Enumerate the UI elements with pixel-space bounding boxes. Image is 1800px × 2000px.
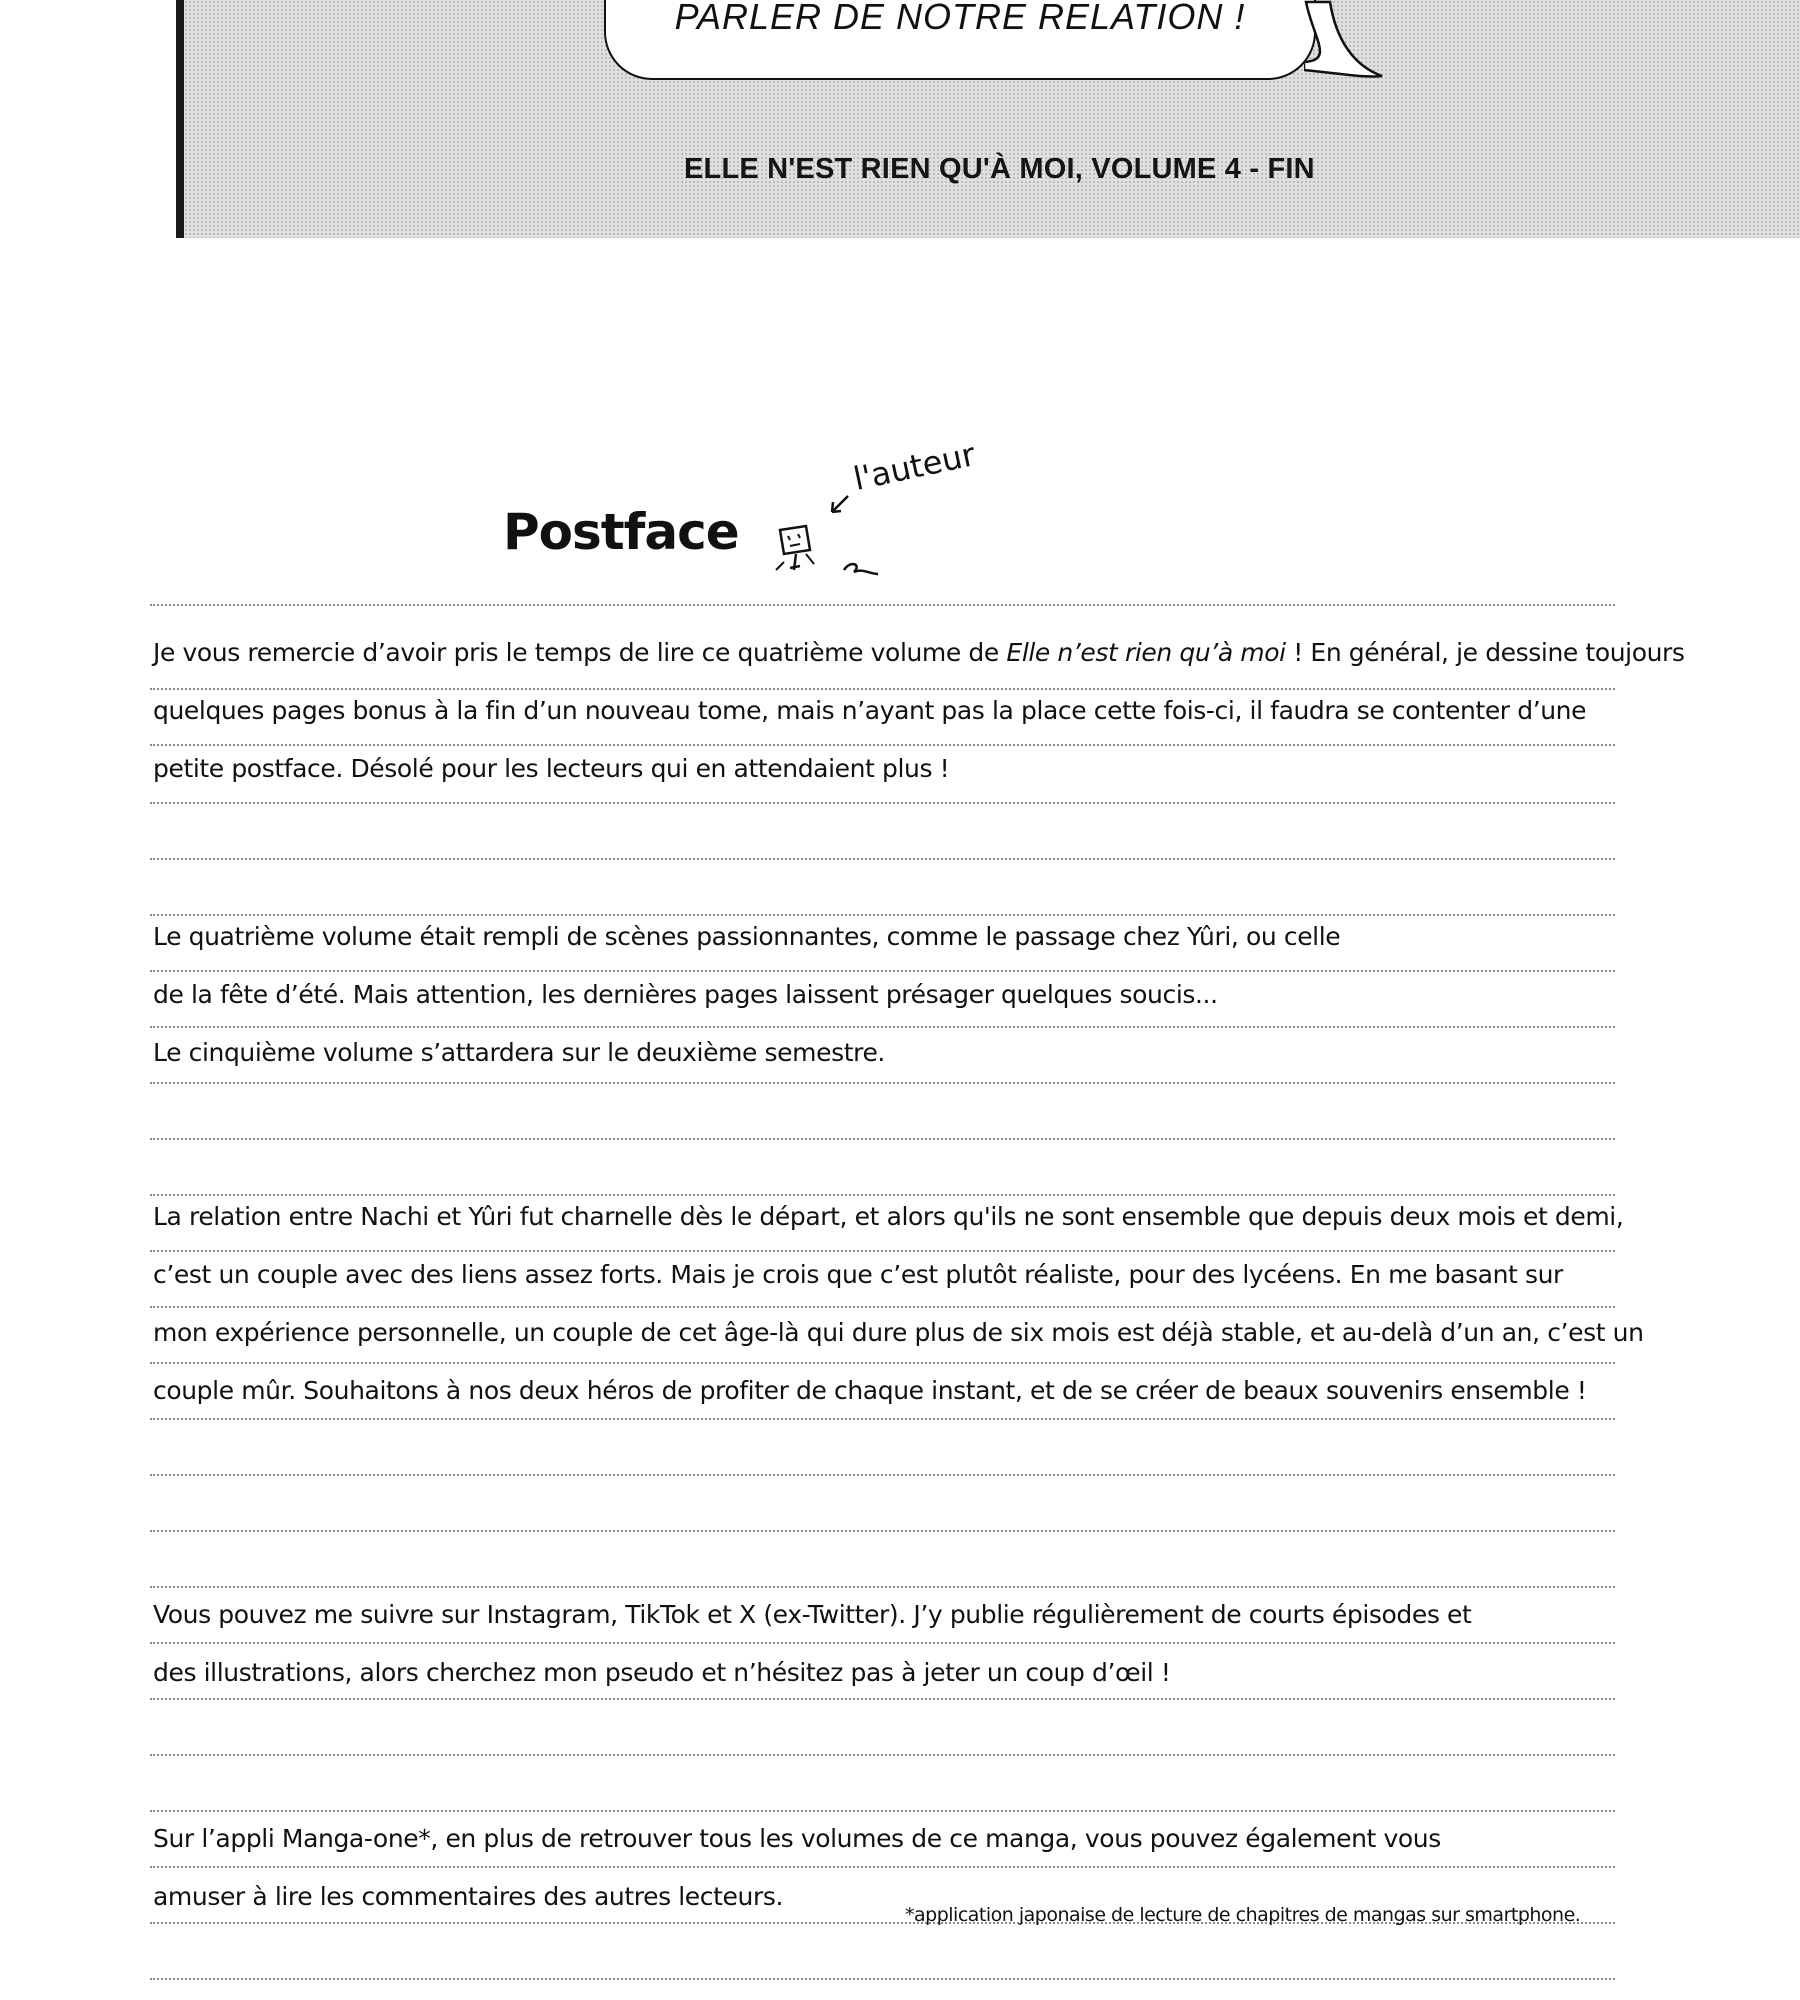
postface-line: La relation entre Nachi et Yûri fut charnelle dès le départ, et alors qu'ils ne sont ensemble que depuis deux mois et demi, xyxy=(153,1202,1624,1231)
postface-line: petite postface. Désolé pour les lecteurs qui en attendaient plus ! xyxy=(153,754,950,783)
ruled-line xyxy=(150,1866,1615,1868)
ruled-line xyxy=(150,1418,1615,1420)
postface-title: Postface xyxy=(503,503,739,561)
ruled-line xyxy=(150,1586,1615,1588)
speech-bubble xyxy=(604,0,1316,80)
manga-panel xyxy=(176,0,1800,238)
postface-line: quelques pages bonus à la fin d’un nouveau tome, mais n’ayant pas la place cette fois-ci, il faudra se contenter d’une xyxy=(153,696,1587,725)
postface-line: couple mûr. Souhaitons à nos deux héros de profiter de chaque instant, et de se créer de beaux souvenirs ensemble ! xyxy=(153,1376,1587,1405)
speech-bubble-text: PARLER DE NOTRE RELATION ! xyxy=(674,0,1246,37)
ruled-line xyxy=(150,1810,1615,1812)
ruled-line xyxy=(150,1306,1615,1308)
ruled-line xyxy=(150,1642,1615,1644)
volume-end-caption: ELLE N'EST RIEN QU'À MOI, VOLUME 4 - FIN xyxy=(684,153,1315,185)
ruled-line xyxy=(150,802,1615,804)
ruled-line xyxy=(150,1138,1615,1140)
ruled-line xyxy=(150,1530,1615,1532)
speech-bubble-tail-icon xyxy=(1304,0,1384,80)
ruled-line xyxy=(150,970,1615,972)
postface-line: de la fête d’été. Mais attention, les dernières pages laissent présager quelques soucis... xyxy=(153,980,1218,1009)
ruled-line xyxy=(150,1194,1615,1196)
ruled-line xyxy=(150,1082,1615,1084)
postface-line: c’est un couple avec des liens assez forts. Mais je crois que c’est plutôt réaliste, pour des lycéens. En me basant sur xyxy=(153,1260,1563,1289)
ruled-line xyxy=(150,1362,1615,1364)
ruled-line xyxy=(150,1754,1615,1756)
ruled-line xyxy=(150,1474,1615,1476)
footnote: *application japonaise de lecture de chapitres de mangas sur smartphone. xyxy=(905,1904,1581,1926)
ruled-line xyxy=(150,914,1615,916)
ruled-line xyxy=(150,1026,1615,1028)
postface-line: des illustrations, alors cherchez mon pseudo et n’hésitez pas à jeter un coup d’œil ! xyxy=(153,1658,1171,1687)
ruled-line xyxy=(150,1250,1615,1252)
ruled-line xyxy=(150,604,1615,606)
postface-line: Le quatrième volume était rempli de scènes passionnantes, comme le passage chez Yûri, ou celle xyxy=(153,922,1341,951)
ruled-line xyxy=(150,1978,1615,1980)
postface-line: Sur l’appli Manga-one*, en plus de retrouver tous les volumes de ce manga, vous pouvez également vous xyxy=(153,1824,1441,1853)
ruled-line xyxy=(150,744,1615,746)
postface-line: Le cinquième volume s’attardera sur le deuxième semestre. xyxy=(153,1038,885,1067)
ruled-line xyxy=(150,688,1615,690)
postface-line: Vous pouvez me suivre sur Instagram, TikTok et X (ex-Twitter). J’y publie régulièrement de courts épisodes et xyxy=(153,1600,1472,1629)
postface-line: Je vous remercie d’avoir pris le temps de lire ce quatrième volume de Elle n’est rien qu’à moi ! En général, je dessine toujours xyxy=(153,638,1685,667)
author-note: l'auteur xyxy=(850,435,979,498)
book-title-italic: Elle n’est rien qu’à moi xyxy=(1006,638,1286,667)
ruled-line xyxy=(150,1698,1615,1700)
ruled-line xyxy=(150,858,1615,860)
postface-line: mon expérience personnelle, un couple de cet âge-là qui dure plus de six mois est déjà stable, et au-delà d’un an, c’est un xyxy=(153,1318,1644,1347)
author-doodle-icon xyxy=(770,470,900,590)
postface-line: amuser à lire les commentaires des autres lecteurs. xyxy=(153,1882,784,1911)
